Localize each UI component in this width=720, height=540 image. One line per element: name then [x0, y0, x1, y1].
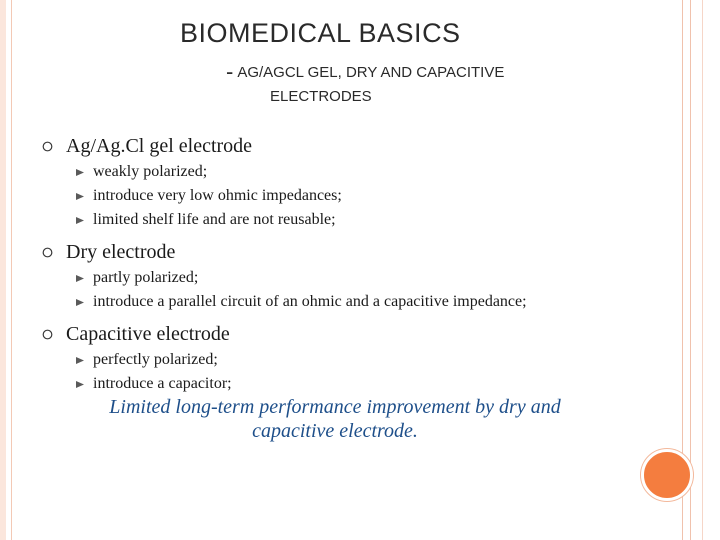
list-item	[42, 208, 662, 232]
list-item-text: partly polarized;	[93, 269, 199, 286]
section-heading-text: Ag/Ag.Cl gel electrode	[66, 135, 253, 157]
triangle-bullet-icon	[76, 274, 85, 283]
section-items	[42, 348, 662, 396]
summary-note-line-1: Limited long-term performance improvement by dry and	[109, 396, 561, 418]
list-item	[42, 266, 662, 290]
ring-bullet-icon	[42, 329, 53, 340]
triangle-bullet-icon	[76, 216, 85, 225]
triangle-bullet-icon	[76, 380, 85, 389]
subtitle-line-2: ELECTRODES	[270, 88, 372, 105]
triangle-bullet-icon	[76, 168, 85, 177]
triangle-bullet-icon	[76, 298, 85, 307]
section-heading-text: Capacitive electrode	[66, 323, 230, 345]
triangle-bullet-icon	[76, 192, 85, 201]
slide-content	[42, 126, 662, 396]
list-item-text: weakly polarized;	[93, 163, 208, 180]
subtitle-line-1: AG/AGCL GEL, DRY AND CAPACITIVE	[237, 64, 505, 81]
subtitle-dash: -	[226, 59, 234, 84]
section-items	[42, 266, 662, 314]
list-item-text: limited shelf life and are not reusable;	[93, 211, 336, 228]
section-items	[42, 160, 662, 232]
list-item	[42, 160, 662, 184]
ring-bullet-icon	[42, 141, 53, 152]
orange-circle-decoration	[641, 449, 693, 501]
list-item-text: introduce a parallel circuit of an ohmic and a capacitive impedance;	[93, 293, 527, 310]
list-item	[42, 290, 662, 314]
slide-subtitle	[226, 60, 586, 109]
list-item-text: introduce very low ohmic impedances;	[93, 187, 342, 204]
summary-note-line-2: capacitive electrode.	[252, 420, 418, 442]
ring-bullet-icon	[42, 247, 53, 258]
summary-note	[60, 395, 610, 443]
section-heading	[42, 320, 662, 348]
triangle-bullet-icon	[76, 356, 85, 365]
list-item	[42, 184, 662, 208]
list-item	[42, 372, 662, 396]
list-item	[42, 348, 662, 372]
list-item-text: perfectly polarized;	[93, 351, 218, 368]
left-border-decoration	[0, 0, 12, 540]
section-heading	[42, 238, 662, 266]
slide-title: BIOMEDICAL BASICS	[180, 18, 461, 48]
section-heading	[42, 132, 662, 160]
list-item-text: introduce a capacitor;	[93, 375, 232, 392]
section-heading-text: Dry electrode	[66, 241, 176, 263]
